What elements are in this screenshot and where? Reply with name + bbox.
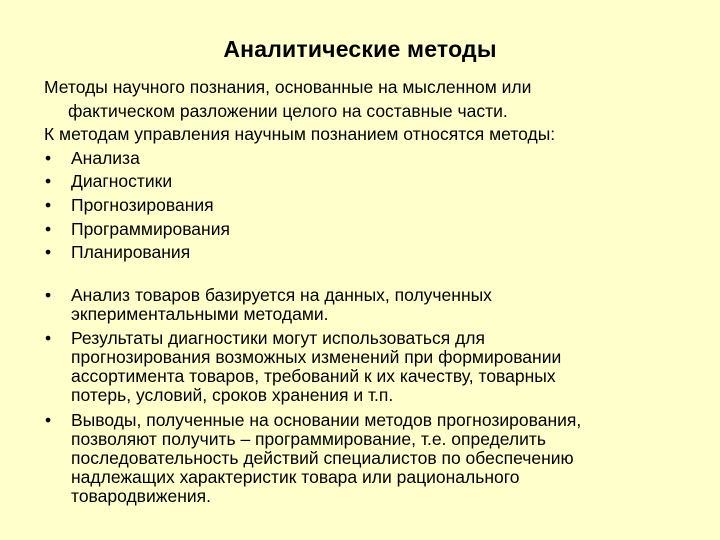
list-item bbox=[44, 194, 694, 218]
slide-title: Аналитические методы bbox=[223, 36, 497, 62]
intro-block bbox=[44, 76, 694, 265]
list-item bbox=[44, 411, 694, 506]
bullet-icon: • bbox=[45, 147, 52, 168]
list-item bbox=[44, 170, 694, 194]
bullet-icon: • bbox=[45, 218, 52, 239]
list-item bbox=[44, 329, 694, 405]
bullet-icon: • bbox=[45, 409, 52, 430]
method-label: Планирования bbox=[71, 242, 191, 263]
bullet-icon: • bbox=[45, 285, 52, 305]
note-line: Результаты диагностики могут использоваться для bbox=[71, 328, 485, 349]
intro-line-1: Методы научного познания, основанные на мысленном или bbox=[44, 77, 532, 97]
note-line: последовательность действий специалистов по обеспечению bbox=[71, 447, 574, 468]
note-line: товародвижения. bbox=[71, 485, 211, 506]
list-item bbox=[44, 147, 694, 171]
bullet-icon: • bbox=[45, 171, 52, 192]
notes-list bbox=[44, 286, 694, 506]
list-item bbox=[44, 286, 694, 324]
method-label: Программирования bbox=[71, 218, 230, 239]
intro-paragraph bbox=[44, 76, 694, 123]
note-line: Анализ товаров базируется на данных, полученных bbox=[71, 285, 492, 305]
note-line: прогнозирования возможных изменений при формировании bbox=[71, 347, 562, 368]
bullet-icon: • bbox=[45, 242, 52, 263]
methods-list bbox=[44, 147, 694, 265]
management-lead: К методам управления научным познанием относятся методы: bbox=[44, 124, 556, 145]
bullet-icon: • bbox=[45, 194, 52, 215]
note-line: Выводы, полученные на основании методов прогнозирования, bbox=[71, 409, 582, 430]
method-label: Анализа bbox=[71, 147, 140, 168]
note-line: потерь, условий, сроков хранения и т.п. bbox=[71, 385, 394, 406]
method-label: Диагностики bbox=[71, 171, 173, 192]
list-item bbox=[44, 218, 694, 242]
note-line: позволяют получить – программирование, т.е. определить bbox=[71, 428, 547, 449]
note-line: ассортимента товаров, требований к их качеству, товарных bbox=[71, 366, 556, 387]
note-line: надлежащих характеристик товара или рационального bbox=[71, 466, 520, 487]
method-label: Прогнозирования bbox=[71, 194, 214, 215]
note-line: экпериментальными методами. bbox=[71, 304, 329, 325]
list-item bbox=[44, 241, 694, 265]
notes-block bbox=[44, 286, 694, 511]
bullet-icon: • bbox=[45, 328, 52, 349]
intro-line-2: фактическом разложении целого на составные части. bbox=[68, 100, 508, 121]
